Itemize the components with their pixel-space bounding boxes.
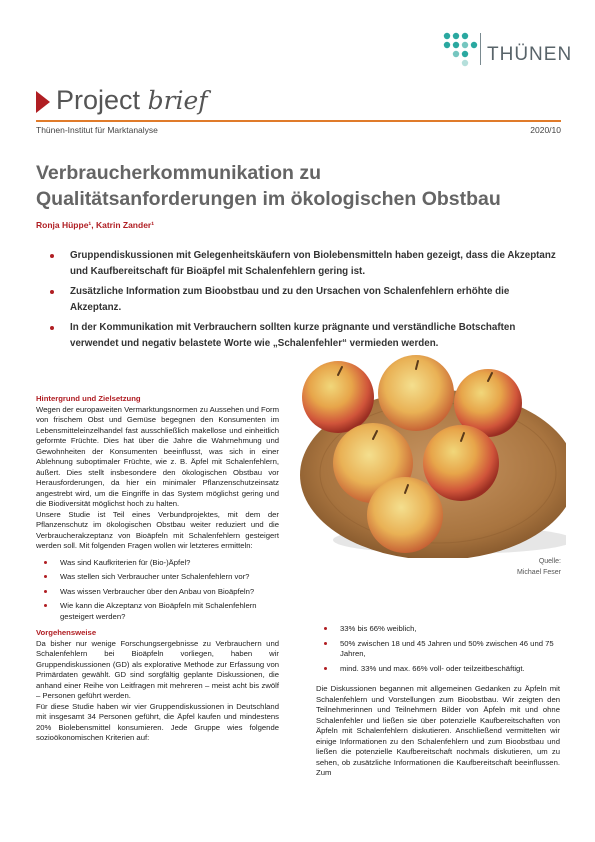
- apples-photo: [298, 355, 566, 558]
- photo-caption: [517, 556, 561, 578]
- brand-project: Project: [56, 85, 141, 115]
- list-item: 50% zwischen 18 und 45 Jahren und 50% zwischen 46 und 75 Jahren,: [316, 639, 560, 660]
- paragraph: Die Diskussionen begannen mit allgemeinen Gedanken zu Äpfeln mit Schalenfehlern und Vorstellungen zum Bioobstbau. Wir zeigten den Teilnehmerinnen und Teilnehmern Bilder von Äpfeln mit und ohne Schalenfehler und ließen sie über potenzielle Kaufbereitschaften von Äpfeln mit Schalenfehlern diskutieren. Anschließend vermittelten wir einige Informationen zu den Schalenfehlern und zum Bioobstbau und ließen die potenzielle Kaufbereitschaft nochmals diskutieren, um zu sehen, ob zusätzliche Informationen die Kaufbereitschaft beeinflussen. Zum: [316, 684, 560, 777]
- summary-item: In der Kommunikation mit Verbrauchern sollten kurze prägnante und verständliche Botschaften verwendet und negativ belastete Worte wie „Schalenfehler“ vermieden werden.: [60, 320, 560, 351]
- list-item: Wie kann die Akzeptanz von Bioäpfeln mit Schalenfehlern gesteigert werden?: [36, 601, 279, 622]
- brand-brief: brief: [147, 86, 208, 115]
- header-rule: [36, 120, 561, 122]
- summary-item: Gruppendiskussionen mit Gelegenheitskäufern von Biolebensmitteln haben gezeigt, dass die Akzeptanz und Kaufbereitschaft für Bioäpfel mit Schalenfehlern gering ist.: [60, 248, 560, 279]
- title-line-1: Verbraucherkommunikation zu: [36, 162, 321, 184]
- caption-label: Quelle:: [538, 558, 561, 565]
- summary-item: Zusätzliche Information zum Bioobstbau und zu den Ursachen von Schalenfehlern erhöhte die Akzeptanz.: [60, 284, 560, 315]
- list-item: mind. 33% und max. 66% voll- oder teilzeitbeschäftigt.: [316, 664, 560, 675]
- authors: Ronja Hüppe¹, Katrin Zander¹: [36, 220, 155, 230]
- list-item: 33% bis 66% weiblich,: [316, 624, 560, 635]
- paragraph: Für diese Studie haben wir vier Gruppendiskussionen in Deutschland mit insgesamt 34 Personen geführt, die Äpfel kaufen und mindestens 20% Biolebensmittel konsumieren. Jede Gruppe wies folgende sozioökonomischen Kriterien auf:: [36, 701, 279, 742]
- question-list: [36, 558, 279, 623]
- list-item: Was stellen sich Verbraucher unter Schalenfehlern vor?: [36, 572, 279, 583]
- title-line-2: Qualitätsanforderungen im ökologischen Obstbau: [36, 188, 501, 210]
- list-item: Was sind Kaufkriterien für (Bio-)Äpfel?: [36, 558, 279, 569]
- section-heading: Vorgehensweise: [36, 628, 97, 637]
- left-column: [36, 394, 279, 744]
- paragraph: Wegen der europaweiten Vermarktungsnormen zu Aussehen und Form von frischem Obst und Gemüse begegnen den Konsumenten im Lebensmitteleinzelhandel fast ausschließlich makellose und einheitlich geformte Früchte. Dies hat über die Jahre die Wahrnehmung und Gewohnheiten der Konsumenten beeinflusst, was sich in einer Ablehnung suboptimaler Früchte, wie z. B. Äpfel mit Schalenfehlern, äußert. Dies stellt insbesondere den ökologischen Obstbau vor Herausforderungen, da hier ein minimaler Pflanzenschutzeinsatz angestrebt wird, um die Eingriffe in das System möglichst gering und die Biodiversität möglichst hoch zu halten.: [36, 404, 279, 508]
- list-item: Was wissen Verbraucher über den Anbau von Bioäpfeln?: [36, 587, 279, 598]
- logo-dots-icon: [441, 30, 481, 70]
- criteria-list: [316, 624, 560, 674]
- logo-wordmark: THÜNEN: [487, 44, 573, 65]
- institute-name: Thünen-Institut für Marktanalyse: [36, 125, 158, 135]
- page-title: [36, 160, 566, 212]
- summary-list: [60, 248, 560, 356]
- paragraph: Unsere Studie ist Teil eines Verbundprojektes, mit dem der Pflanzenschutz im ökologischen Obstbau weiter reduziert und die Verbraucherakzeptanz von Bioäpfeln mit Schalenfehlern gesteigert werden soll. Mit folgenden Fragen wollen wir letzteres ermitteln:: [36, 509, 279, 550]
- arrow-icon: [36, 91, 50, 113]
- caption-source: Michael Feser: [517, 569, 561, 576]
- paragraph: Da bisher nur wenige Forschungsergebnisse zu Verbrauchern und Schalenfehlern bei Bioäpfeln vorliegen, haben wir Gruppendiskussionen (GD) als explorative Methode zur Erfassung von Primärdaten gewählt. GD sind sorgfältig geplante Diskussionen, die anhand einer Reihe von Leitfragen mit mehreren – meist acht bis zwölf – Personen geführt werden.: [36, 638, 279, 700]
- logo-divider: [480, 33, 481, 65]
- right-column: [316, 624, 560, 779]
- section-heading: Hintergrund und Zielsetzung: [36, 394, 141, 403]
- issue-date: 2020/10: [530, 125, 561, 135]
